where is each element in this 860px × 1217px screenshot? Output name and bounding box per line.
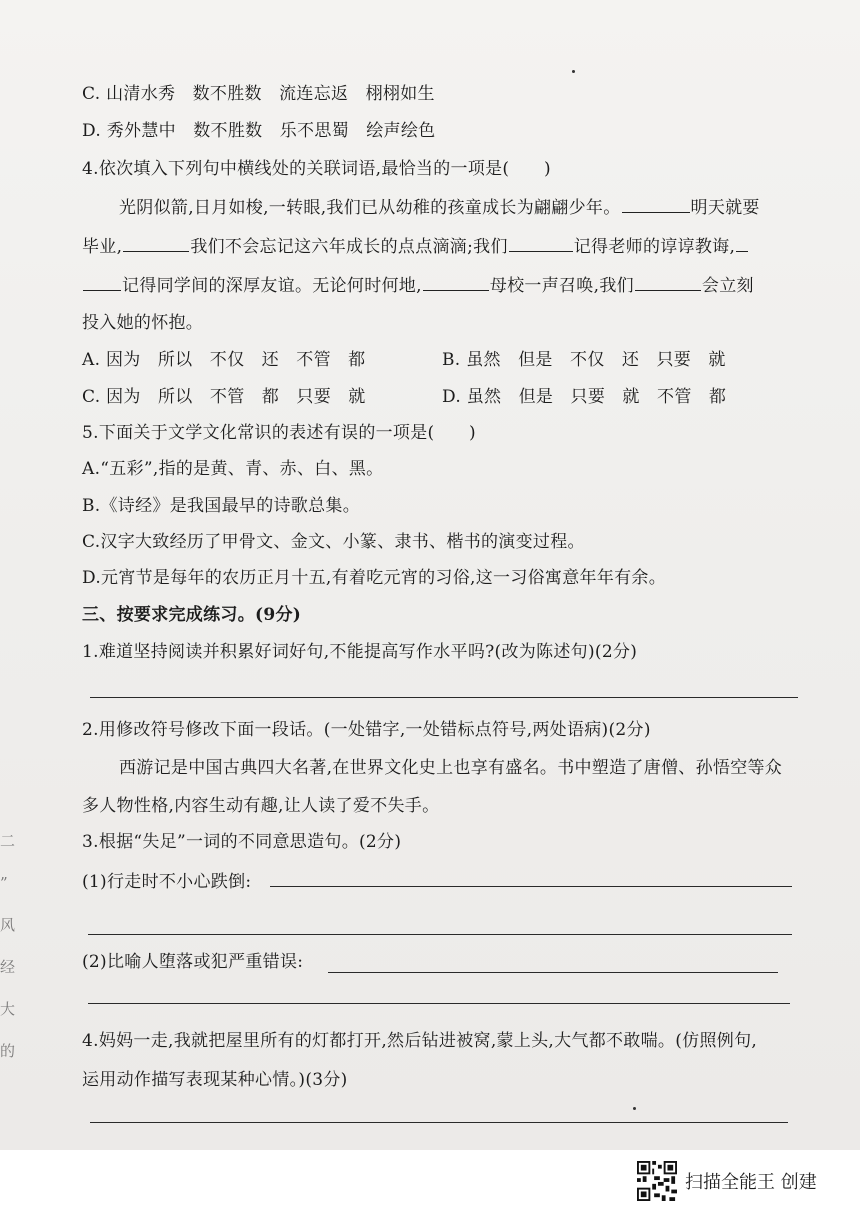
s3-q2-stem: 2.用修改符号修改下面一段话。(一处错字,一处错标点符号,两处语病)(2分) [82, 720, 651, 740]
fill-blank-2 [123, 235, 189, 252]
q4-option-b: B. 虽然 但是 不仅 还 只要 就 [442, 350, 726, 370]
s3-q4-stem-continued: 运用动作描写表现某种心情。)(3分) [82, 1070, 348, 1090]
margin-mark: 大 [0, 1000, 16, 1018]
fill-blank-1 [622, 196, 690, 213]
s3-q3-item-2: (2)比喻人堕落或犯严重错误: [82, 952, 304, 972]
fill-blank-4b [83, 274, 121, 291]
passage-text: 毕业, [82, 237, 123, 257]
q3-option-d: D. 秀外慧中 数不胜数 乐不思蜀 绘声绘色 [82, 121, 436, 141]
q5-option-d: D.元宵节是每年的农历正月十五,有着吃元宵的习俗,这一习俗寓意年年有余。 [82, 568, 667, 588]
q4-passage-line-2 [82, 235, 749, 259]
section-3-title: 三、按要求完成练习。(9分) [82, 605, 302, 625]
margin-mark: ” [0, 874, 8, 892]
s3-q1-stem: 1.难道坚持阅读并积累好词好句,不能提高写作水平吗?(改为陈述句)(2分) [82, 642, 638, 662]
fill-blank-5 [423, 274, 489, 291]
s3-q2-passage-line-2: 多人物性格,内容生动有趣,让人读了爱不失手。 [82, 796, 440, 816]
passage-text: 记得老师的谆谆教诲, [573, 237, 736, 257]
q4-stem: 4.依次填入下列句中横线处的关联词语,最恰当的一项是( ) [82, 159, 551, 179]
margin-mark: 二 [0, 832, 16, 850]
margin-mark: 的 [0, 1042, 16, 1060]
s3-q2-passage-line-1: 西游记是中国古典四大名著,在世界文化史上也享有盛名。书中塑造了唐僧、孙悟空等众 [119, 758, 783, 778]
passage-text: 记得同学间的深厚友谊。无论何时何地, [122, 276, 422, 296]
q4-passage-line-4: 投入她的怀抱。 [82, 313, 204, 333]
passage-text: 会立刻 [701, 276, 754, 296]
q5-option-b: B.《诗经》是我国最早的诗歌总集。 [82, 496, 360, 516]
q5-option-a: A.“五彩”,指的是黄、青、赤、白、黑。 [82, 459, 384, 479]
answer-line[interactable] [270, 886, 792, 887]
scanner-watermark [637, 1161, 817, 1201]
fill-blank-3 [509, 235, 573, 252]
q5-option-c: C.汉字大致经历了甲骨文、金文、小篆、隶书、楷书的演变过程。 [82, 532, 585, 552]
q4-option-a: A. 因为 所以 不仅 还 不管 都 [82, 350, 366, 370]
scan-speck [572, 70, 575, 73]
margin-mark: 风 [0, 916, 16, 934]
answer-line[interactable] [90, 1122, 788, 1123]
q3-option-c: C. 山清水秀 数不胜数 流连忘返 栩栩如生 [82, 84, 435, 104]
fill-blank-4a [736, 235, 748, 252]
passage-text: 我们不会忘记这六年成长的点点滴滴;我们 [190, 237, 508, 257]
passage-text: 光阴似箭,日月如梭,一转眼,我们已从幼稚的孩童成长为翩翩少年。 [119, 198, 621, 218]
passage-text: 母校一声召唤,我们 [489, 276, 634, 296]
s3-q4-stem: 4.妈妈一走,我就把屋里所有的灯都打开,然后钻进被窝,蒙上头,大气都不敢喘。(仿照例句, [82, 1031, 758, 1051]
s3-q3-item-1: (1)行走时不小心跌倒: [82, 872, 252, 892]
q4-option-d: D. 虽然 但是 只要 就 不管 都 [442, 387, 727, 407]
qr-code-icon [637, 1161, 677, 1201]
scan-speck [633, 1107, 636, 1110]
s3-q3-stem: 3.根据“失足”一词的不同意思造句。(2分) [82, 832, 402, 852]
q4-option-c: C. 因为 所以 不管 都 只要 就 [82, 387, 366, 407]
binding-margin-marks [0, 820, 14, 1072]
answer-line[interactable] [328, 972, 778, 973]
answer-line[interactable] [90, 697, 798, 698]
watermark-label: 扫描全能王 创建 [685, 1172, 817, 1193]
q5-stem: 5.下面关于文学文化常识的表述有误的一项是( ) [82, 423, 476, 443]
answer-line[interactable] [88, 1003, 790, 1004]
passage-text: 明天就要 [690, 198, 760, 218]
margin-mark: 经 [0, 958, 16, 976]
q4-passage-line-1 [119, 196, 760, 220]
q4-passage-line-3 [82, 274, 754, 298]
answer-line[interactable] [88, 934, 792, 935]
fill-blank-6 [635, 274, 701, 291]
